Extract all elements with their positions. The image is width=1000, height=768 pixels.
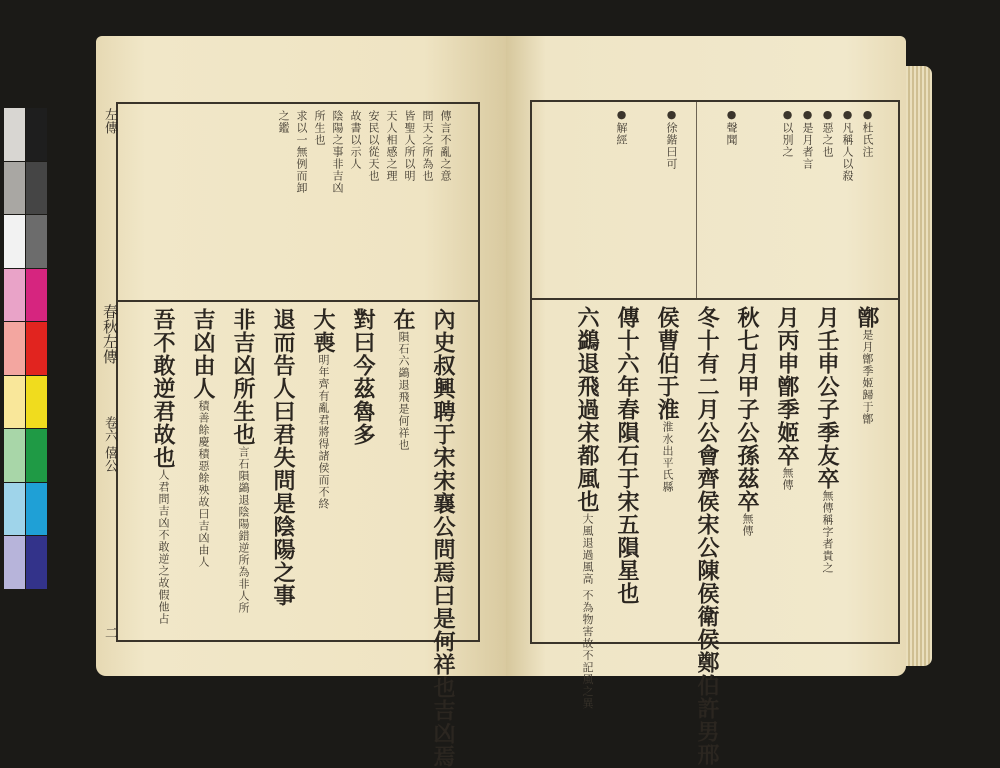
commentary-line: 問天之所為也 <box>421 110 434 182</box>
main-column <box>312 308 334 634</box>
note-line: ●徐鍇曰可 <box>665 108 678 170</box>
commentary-line: 皆聖人所以明 <box>403 110 416 182</box>
color-swatch <box>4 536 25 589</box>
annotation: 無傳 <box>781 467 794 491</box>
main-text: 退而告人曰君失問是陰陽之事 <box>270 308 296 607</box>
note-line: ●以別之 <box>781 108 794 158</box>
note-line: ●解經 <box>615 108 628 146</box>
main-column <box>736 306 758 636</box>
left-divider <box>116 300 480 302</box>
main-column <box>352 308 374 634</box>
annotation: 無傳稱字者貴之 <box>821 490 834 574</box>
main-column <box>152 308 174 634</box>
color-swatch <box>26 536 47 589</box>
commentary-line: 陰陽之事非吉凶 <box>331 110 344 194</box>
margin-book-title: 春秋左傳 <box>101 304 119 364</box>
main-column <box>574 306 600 710</box>
margin-chapter: 卷六 僖公 <box>102 416 117 473</box>
color-swatch <box>4 429 25 482</box>
main-text: 在 <box>390 308 416 331</box>
commentary-line: 安民以從天也 <box>367 110 380 182</box>
main-column <box>232 308 254 634</box>
annotation: 言石隕鷁退陰陽錯逆所為非人所 <box>237 446 250 614</box>
annotation: 積善餘慶積惡餘殃故曰吉凶由人 <box>197 400 210 568</box>
color-swatch <box>4 269 25 322</box>
notes-separator <box>696 102 697 298</box>
main-column <box>430 308 456 768</box>
annotation: 人君問吉凶不敢逆之故假他占 <box>157 469 170 625</box>
note-line: ●聲聞 <box>725 108 738 146</box>
color-swatch <box>26 322 47 375</box>
open-book <box>96 36 932 768</box>
color-swatch <box>26 429 47 482</box>
main-text: 月丙申鄫季姬卒 <box>774 306 800 467</box>
annotation: 無傳 <box>741 513 754 537</box>
main-text: 冬十有二月公會齊侯宋公陳侯衛侯鄭伯許男邢 <box>694 306 720 766</box>
commentary-line: 傳言不亂之意 <box>439 110 452 182</box>
main-column <box>694 306 720 766</box>
annotation: 是月鄫季姬歸于鄫 <box>861 329 874 425</box>
note-line: ●杜氏注 <box>861 108 874 158</box>
main-column <box>856 306 878 636</box>
annotation: 淮水出平氏縣 <box>661 421 674 493</box>
main-text: 傳十六年春隕石于宋五隕星也 <box>614 306 640 605</box>
commentary-line: 所生也 <box>313 110 326 146</box>
page-edges <box>904 66 932 666</box>
margin-title: 左傳 <box>102 108 117 134</box>
color-swatch <box>4 483 25 536</box>
main-text: 侯曹伯于淮 <box>654 306 680 421</box>
main-column <box>392 308 414 634</box>
main-column <box>272 308 294 634</box>
color-swatch <box>4 322 25 375</box>
main-text: 鄫 <box>854 306 880 329</box>
main-text: 對曰今茲魯多 <box>350 308 376 446</box>
main-column <box>656 306 678 636</box>
commentary-line: 故書以示人 <box>349 110 362 170</box>
color-swatch <box>4 376 25 429</box>
color-swatch <box>26 215 47 268</box>
color-swatch <box>4 215 25 268</box>
main-text: 內史叔興聘于宋宋襄公問焉曰是何祥也吉凶焉 <box>430 308 456 768</box>
annotation: 明年齊有亂君將得諸侯而不終 <box>317 354 330 510</box>
color-swatch <box>26 483 47 536</box>
color-swatch <box>26 376 47 429</box>
color-swatch <box>26 269 47 322</box>
color-swatch <box>26 108 47 161</box>
color-swatch <box>4 108 25 161</box>
right-divider <box>530 298 900 300</box>
note-line: ●是月者言 <box>801 108 814 170</box>
annotation: 隕石六鷁退飛是何祥也 <box>397 331 410 451</box>
main-text: 六鷁退飛過宋都風也 <box>574 306 600 513</box>
main-text: 非吉凶所生也 <box>230 308 256 446</box>
main-text: 吉凶由人 <box>190 308 216 400</box>
main-text: 月壬申公子季友卒 <box>814 306 840 490</box>
commentary-line: 求以一無例而卸 <box>295 110 308 194</box>
commentary-line: 天人相感之理 <box>385 110 398 182</box>
color-swatch <box>4 162 25 215</box>
main-text: 吾不敢逆君故也 <box>150 308 176 469</box>
margin-page-number: 二 <box>102 626 117 639</box>
main-text: 秋七月甲子公孫茲卒 <box>734 306 760 513</box>
main-column <box>616 306 638 636</box>
left-page <box>96 36 506 768</box>
note-line: ●凡稱人以殺 <box>841 108 854 182</box>
main-column <box>816 306 838 636</box>
main-column <box>776 306 798 636</box>
annotation: 大風退過風高 不為物害故不記風之異 <box>581 513 594 710</box>
commentary-line: 之鑑 <box>277 110 290 134</box>
note-line: ●惡之也 <box>821 108 834 158</box>
color-checker <box>4 108 48 590</box>
right-page <box>506 36 906 766</box>
color-swatch <box>26 162 47 215</box>
main-column <box>192 308 214 634</box>
main-text: 大喪 <box>310 308 336 354</box>
